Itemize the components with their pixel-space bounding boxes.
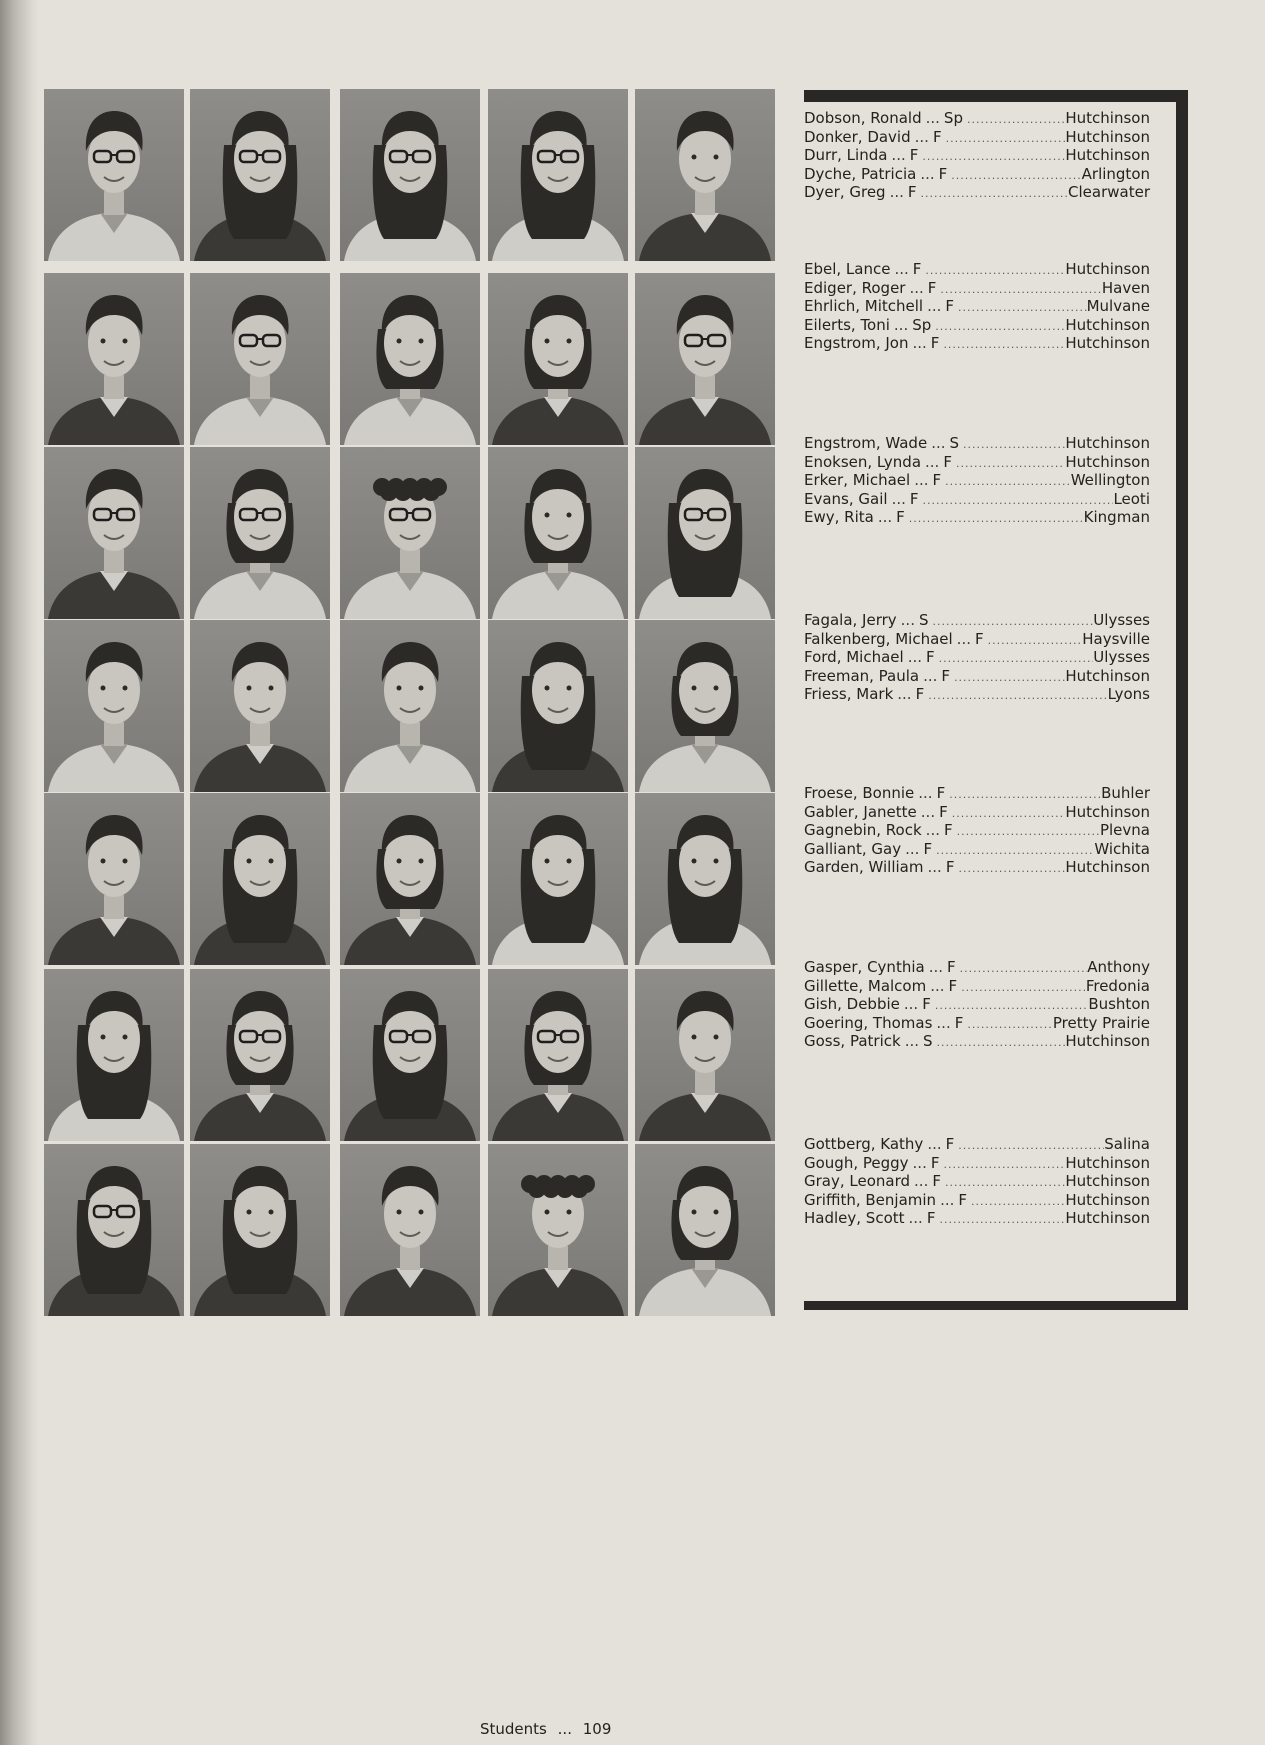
- separator: ...: [891, 489, 906, 508]
- portrait-photo: [44, 273, 184, 445]
- footer-separator: ...: [557, 1720, 572, 1738]
- portrait-image: [635, 273, 775, 445]
- portrait-image: [635, 793, 775, 965]
- portrait-photo: [340, 1144, 480, 1316]
- portrait-image: [190, 969, 330, 1141]
- student-hometown: Pretty Prairie: [1052, 1013, 1150, 1032]
- portrait-image: [635, 447, 775, 619]
- separator: ...: [928, 958, 944, 976]
- separator: ...: [907, 648, 922, 666]
- dot-leader: [950, 669, 1065, 688]
- student-name: Ehrlich, Mitchell: [804, 297, 924, 315]
- student-class: F: [926, 648, 935, 666]
- student-class: F: [927, 278, 937, 297]
- student-name: Gagnebin, Rock: [804, 821, 922, 839]
- student-class: F: [943, 821, 953, 839]
- student-name: Dyche, Patricia: [804, 164, 917, 183]
- portrait-photo: [190, 620, 330, 792]
- portrait-image: [44, 273, 184, 445]
- roster-entry: [804, 648, 1150, 667]
- dot-leader: [942, 130, 1066, 149]
- separator: ...: [893, 315, 909, 334]
- dot-leader: [941, 473, 1071, 492]
- dot-leader: [905, 510, 1084, 529]
- separator: ...: [925, 109, 940, 127]
- portrait-photo: [190, 969, 330, 1141]
- student-class: S: [923, 1032, 933, 1050]
- portrait-image: [340, 793, 480, 965]
- student-hometown: Hutchinson: [1065, 146, 1150, 164]
- student-hometown: Buhler: [1101, 784, 1150, 802]
- student-name: Ebel, Lance: [804, 260, 891, 278]
- student-hometown: Arlington: [1081, 164, 1150, 183]
- student-class: F: [909, 489, 919, 508]
- portrait-photo: [44, 793, 184, 965]
- student-class: F: [923, 839, 933, 858]
- roster-entry: [804, 685, 1150, 704]
- separator: ...: [914, 1172, 929, 1190]
- student-hometown: Hutchinson: [1065, 315, 1150, 334]
- roster-entry: [804, 471, 1150, 490]
- student-hometown: Haven: [1101, 278, 1150, 297]
- portrait-photo: [488, 969, 628, 1141]
- student-class: F: [945, 1135, 955, 1153]
- student-name: Griffith, Benjamin: [804, 1190, 937, 1209]
- student-class: F: [915, 685, 925, 703]
- student-name: Erker, Michael: [804, 471, 911, 489]
- roster-group: [804, 611, 1150, 704]
- student-class: F: [896, 508, 905, 526]
- student-hometown: Mulvane: [1086, 297, 1150, 315]
- dot-leader: [917, 185, 1069, 204]
- student-class: F: [954, 1013, 964, 1032]
- roster-entry: [804, 183, 1150, 202]
- portrait-photo: [44, 620, 184, 792]
- student-name: Ford, Michael: [804, 648, 904, 666]
- roster-entry: [804, 958, 1150, 977]
- portrait-image: [44, 620, 184, 792]
- portrait-photo: [44, 447, 184, 619]
- student-name: Freeman, Paula: [804, 666, 920, 685]
- separator: ...: [903, 995, 919, 1013]
- separator: ...: [956, 629, 971, 648]
- portrait-photo: [635, 89, 775, 261]
- student-name: Gish, Debbie: [804, 995, 900, 1013]
- roster-entry: [804, 297, 1150, 316]
- student-name: Gray, Leonard: [804, 1172, 911, 1190]
- portrait-photo: [340, 447, 480, 619]
- student-class: F: [947, 958, 956, 976]
- portrait-image: [190, 447, 330, 619]
- separator: ...: [927, 858, 942, 876]
- dot-leader: [963, 1016, 1053, 1035]
- portrait-photo: [635, 969, 775, 1141]
- separator: ...: [897, 685, 912, 703]
- portrait-photo: [635, 273, 775, 445]
- roster-entry: [804, 165, 1150, 184]
- separator: ...: [930, 976, 945, 995]
- roster-entry: [804, 611, 1150, 630]
- student-class: F: [909, 146, 919, 164]
- roster-entry: [804, 434, 1150, 453]
- student-hometown: Plevna: [1099, 821, 1150, 839]
- student-name: Gottberg, Kathy: [804, 1135, 924, 1153]
- roster-entry: [804, 490, 1150, 509]
- student-name: Durr, Linda: [804, 146, 888, 164]
- student-hometown: Hutchinson: [1065, 1153, 1150, 1172]
- student-class: F: [932, 471, 942, 489]
- separator: ...: [908, 1209, 923, 1227]
- portrait-photo: [44, 969, 184, 1141]
- portrait-image: [190, 89, 330, 261]
- student-name: Gillette, Malcom: [804, 976, 927, 995]
- student-class: F: [943, 452, 952, 471]
- student-class: F: [926, 1209, 936, 1227]
- student-class: F: [930, 334, 940, 352]
- portrait-image: [340, 447, 480, 619]
- portrait-image: [190, 1144, 330, 1316]
- portrait-photo: [190, 89, 330, 261]
- separator: ...: [925, 452, 940, 471]
- separator: ...: [925, 821, 940, 839]
- student-class: F: [945, 297, 955, 315]
- dot-leader: [954, 860, 1065, 879]
- dot-leader: [939, 1156, 1065, 1175]
- separator: ...: [914, 127, 929, 146]
- student-class: F: [932, 127, 942, 146]
- student-hometown: Wichita: [1094, 839, 1150, 858]
- student-class: F: [922, 995, 931, 1013]
- page-number: 109: [582, 1720, 612, 1738]
- dot-leader: [952, 455, 1065, 474]
- dot-leader: [947, 167, 1081, 186]
- student-hometown: Hutchinson: [1065, 434, 1150, 452]
- roster-entry: [804, 1135, 1150, 1154]
- student-hometown: Haysville: [1082, 629, 1150, 648]
- student-class: F: [907, 183, 917, 201]
- portrait-photo: [190, 793, 330, 965]
- student-class: Sp: [943, 109, 963, 127]
- separator: ...: [927, 297, 942, 315]
- roster-group: [804, 958, 1150, 1051]
- portrait-image: [44, 1144, 184, 1316]
- roster-entry: [804, 630, 1150, 649]
- portrait-image: [340, 1144, 480, 1316]
- dot-leader: [931, 318, 1065, 337]
- portrait-image: [44, 447, 184, 619]
- student-hometown: Hutchinson: [1065, 452, 1150, 471]
- roster-entry: [804, 316, 1150, 335]
- portrait-image: [44, 89, 184, 261]
- student-name: Eilerts, Toni: [804, 315, 890, 334]
- dot-leader: [957, 979, 1086, 998]
- student-name: Falkenberg, Michael: [804, 629, 953, 648]
- portrait-image: [488, 273, 628, 445]
- dot-leader: [948, 805, 1066, 824]
- roster-entry: [804, 977, 1150, 996]
- roster-group: [804, 1135, 1150, 1228]
- portrait-photo: [635, 793, 775, 965]
- separator: ...: [900, 611, 915, 629]
- roster-entry: [804, 784, 1150, 803]
- student-class: F: [958, 1190, 968, 1209]
- portrait-image: [635, 969, 775, 1141]
- portrait-photo: [488, 1144, 628, 1316]
- binding-shadow: [0, 0, 40, 1745]
- student-name: Dobson, Ronald: [804, 109, 922, 127]
- student-hometown: Bushton: [1088, 995, 1150, 1013]
- student-hometown: Hutchinson: [1065, 260, 1150, 278]
- student-hometown: Hutchinson: [1065, 1032, 1150, 1050]
- student-hometown: Hutchinson: [1065, 1190, 1150, 1209]
- portrait-image: [635, 89, 775, 261]
- portrait-image: [340, 89, 480, 261]
- roster-group: [804, 784, 1150, 877]
- roster-entry: [804, 128, 1150, 147]
- roster-entry: [804, 840, 1150, 859]
- student-name: Dyer, Greg: [804, 183, 886, 201]
- roster-entry: [804, 803, 1150, 822]
- student-name: Hadley, Scott: [804, 1209, 905, 1227]
- student-hometown: Hutchinson: [1065, 666, 1150, 685]
- student-name: Fagala, Jerry: [804, 611, 897, 629]
- roster-entry: [804, 1209, 1150, 1228]
- dot-leader: [984, 632, 1083, 651]
- portrait-photo: [190, 1144, 330, 1316]
- portrait-photo: [635, 1144, 775, 1316]
- student-class: F: [945, 858, 955, 876]
- page-footer: [480, 1720, 611, 1738]
- student-name: Goering, Thomas: [804, 1013, 933, 1032]
- separator: ...: [889, 183, 904, 201]
- separator: ...: [894, 260, 909, 278]
- dot-leader: [963, 111, 1065, 130]
- roster-entry: [804, 1032, 1150, 1051]
- student-name: Garden, William: [804, 858, 924, 876]
- dot-leader: [936, 281, 1101, 300]
- student-name: Ewy, Rita: [804, 508, 874, 526]
- portrait-photo: [190, 447, 330, 619]
- portrait-image: [488, 969, 628, 1141]
- portrait-photo: [488, 447, 628, 619]
- student-class: F: [938, 164, 948, 183]
- separator: ...: [904, 1032, 919, 1050]
- student-class: F: [932, 1172, 941, 1190]
- portrait-image: [190, 793, 330, 965]
- student-class: F: [930, 1153, 940, 1172]
- student-hometown: Kingman: [1083, 508, 1150, 526]
- dot-leader: [924, 687, 1107, 706]
- student-hometown: Lyons: [1107, 685, 1150, 703]
- roster-entry: [804, 109, 1150, 128]
- separator: ...: [931, 434, 946, 452]
- portrait-image: [44, 793, 184, 965]
- portrait-photo: [44, 89, 184, 261]
- portrait-image: [340, 620, 480, 792]
- portrait-grid: [44, 89, 780, 1311]
- student-name: Gasper, Cynthia: [804, 958, 925, 976]
- portrait-image: [488, 89, 628, 261]
- portrait-image: [488, 793, 628, 965]
- roster-group: [804, 260, 1150, 353]
- student-name: Goss, Patrick: [804, 1032, 901, 1050]
- student-hometown: Hutchinson: [1065, 858, 1150, 876]
- student-hometown: Hutchinson: [1065, 334, 1150, 352]
- dot-leader: [933, 1034, 1066, 1053]
- roster-entry: [804, 279, 1150, 298]
- portrait-photo: [340, 620, 480, 792]
- student-hometown: Leoti: [1113, 489, 1150, 508]
- dot-leader: [921, 262, 1065, 281]
- student-hometown: Wellington: [1070, 471, 1150, 489]
- student-name: Engstrom, Jon: [804, 334, 909, 352]
- student-name: Gabler, Janette: [804, 802, 917, 821]
- student-name: Ediger, Roger: [804, 278, 906, 297]
- student-hometown: Fredonia: [1085, 976, 1150, 995]
- dot-leader: [959, 436, 1065, 455]
- student-hometown: Hutchinson: [1065, 802, 1150, 821]
- student-class: F: [941, 666, 951, 685]
- roster-entry: [804, 1172, 1150, 1191]
- student-hometown: Ulysses: [1093, 611, 1150, 629]
- portrait-image: [488, 620, 628, 792]
- roster-entry: [804, 667, 1150, 686]
- student-class: F: [939, 802, 948, 821]
- student-class: S: [949, 434, 960, 452]
- roster-entry: [804, 508, 1150, 527]
- roster-entry: [804, 1154, 1150, 1173]
- separator: ...: [923, 666, 938, 685]
- portrait-photo: [488, 89, 628, 261]
- roster-entry: [804, 1191, 1150, 1210]
- separator: ...: [936, 1013, 951, 1032]
- portrait-image: [44, 969, 184, 1141]
- portrait-photo: [488, 273, 628, 445]
- separator: ...: [940, 1190, 955, 1209]
- separator: ...: [914, 471, 929, 489]
- portrait-image: [635, 620, 775, 792]
- portrait-image: [488, 1144, 628, 1316]
- dot-leader: [939, 336, 1065, 355]
- portrait-photo: [340, 89, 480, 261]
- dot-leader: [953, 823, 1100, 842]
- dot-leader: [935, 1211, 1065, 1230]
- student-hometown: Anthony: [1087, 958, 1150, 976]
- roster-entry: [804, 1014, 1150, 1033]
- roster-entry: [804, 995, 1150, 1014]
- student-class: F: [936, 784, 946, 802]
- roster-entry: [804, 858, 1150, 877]
- portrait-image: [190, 273, 330, 445]
- student-name: Engstrom, Wade: [804, 434, 928, 452]
- student-hometown: Hutchinson: [1065, 127, 1150, 146]
- roster-group: [804, 109, 1150, 202]
- separator: ...: [877, 508, 893, 526]
- portrait-photo: [635, 620, 775, 792]
- dot-leader: [956, 960, 1088, 979]
- student-name: Donker, David: [804, 127, 911, 146]
- student-hometown: Clearwater: [1068, 183, 1150, 201]
- portrait-photo: [488, 620, 628, 792]
- student-hometown: Hutchinson: [1065, 1172, 1150, 1190]
- student-hometown: Hutchinson: [1065, 1209, 1150, 1227]
- portrait-photo: [340, 793, 480, 965]
- student-class: F: [948, 976, 958, 995]
- portrait-photo: [488, 793, 628, 965]
- roster-entry: [804, 453, 1150, 472]
- portrait-image: [190, 620, 330, 792]
- roster-group: [804, 434, 1150, 527]
- separator: ...: [918, 784, 933, 802]
- separator: ...: [905, 839, 920, 858]
- separator: ...: [920, 802, 936, 821]
- portrait-photo: [44, 1144, 184, 1316]
- separator: ...: [920, 164, 935, 183]
- portrait-photo: [190, 273, 330, 445]
- footer-section: Students: [480, 1720, 547, 1738]
- portrait-image: [340, 273, 480, 445]
- separator: ...: [891, 146, 906, 164]
- student-class: Sp: [912, 315, 932, 334]
- roster-entry: [804, 821, 1150, 840]
- student-name: Enoksen, Lynda: [804, 452, 922, 471]
- student-class: F: [974, 629, 984, 648]
- student-name: Evans, Gail: [804, 489, 888, 508]
- separator: ...: [912, 334, 927, 352]
- roster-entry: [804, 334, 1150, 353]
- separator: ...: [927, 1135, 942, 1153]
- portrait-image: [635, 1144, 775, 1316]
- student-name: Galliant, Gay: [804, 839, 902, 858]
- student-name: Gough, Peggy: [804, 1153, 909, 1172]
- student-name: Friess, Mark: [804, 685, 894, 703]
- student-name: Froese, Bonnie: [804, 784, 915, 802]
- portrait-photo: [635, 447, 775, 619]
- roster-entry: [804, 146, 1150, 165]
- dot-leader: [967, 1193, 1065, 1212]
- student-hometown: Salina: [1104, 1135, 1150, 1153]
- student-hometown: Hutchinson: [1065, 109, 1150, 127]
- portrait-image: [340, 969, 480, 1141]
- separator: ...: [912, 1153, 927, 1172]
- separator: ...: [909, 278, 924, 297]
- student-class: S: [918, 611, 929, 629]
- student-class: F: [912, 260, 922, 278]
- portrait-photo: [340, 273, 480, 445]
- portrait-image: [488, 447, 628, 619]
- portrait-photo: [340, 969, 480, 1141]
- student-hometown: Ulysses: [1093, 648, 1150, 666]
- roster-entry: [804, 260, 1150, 279]
